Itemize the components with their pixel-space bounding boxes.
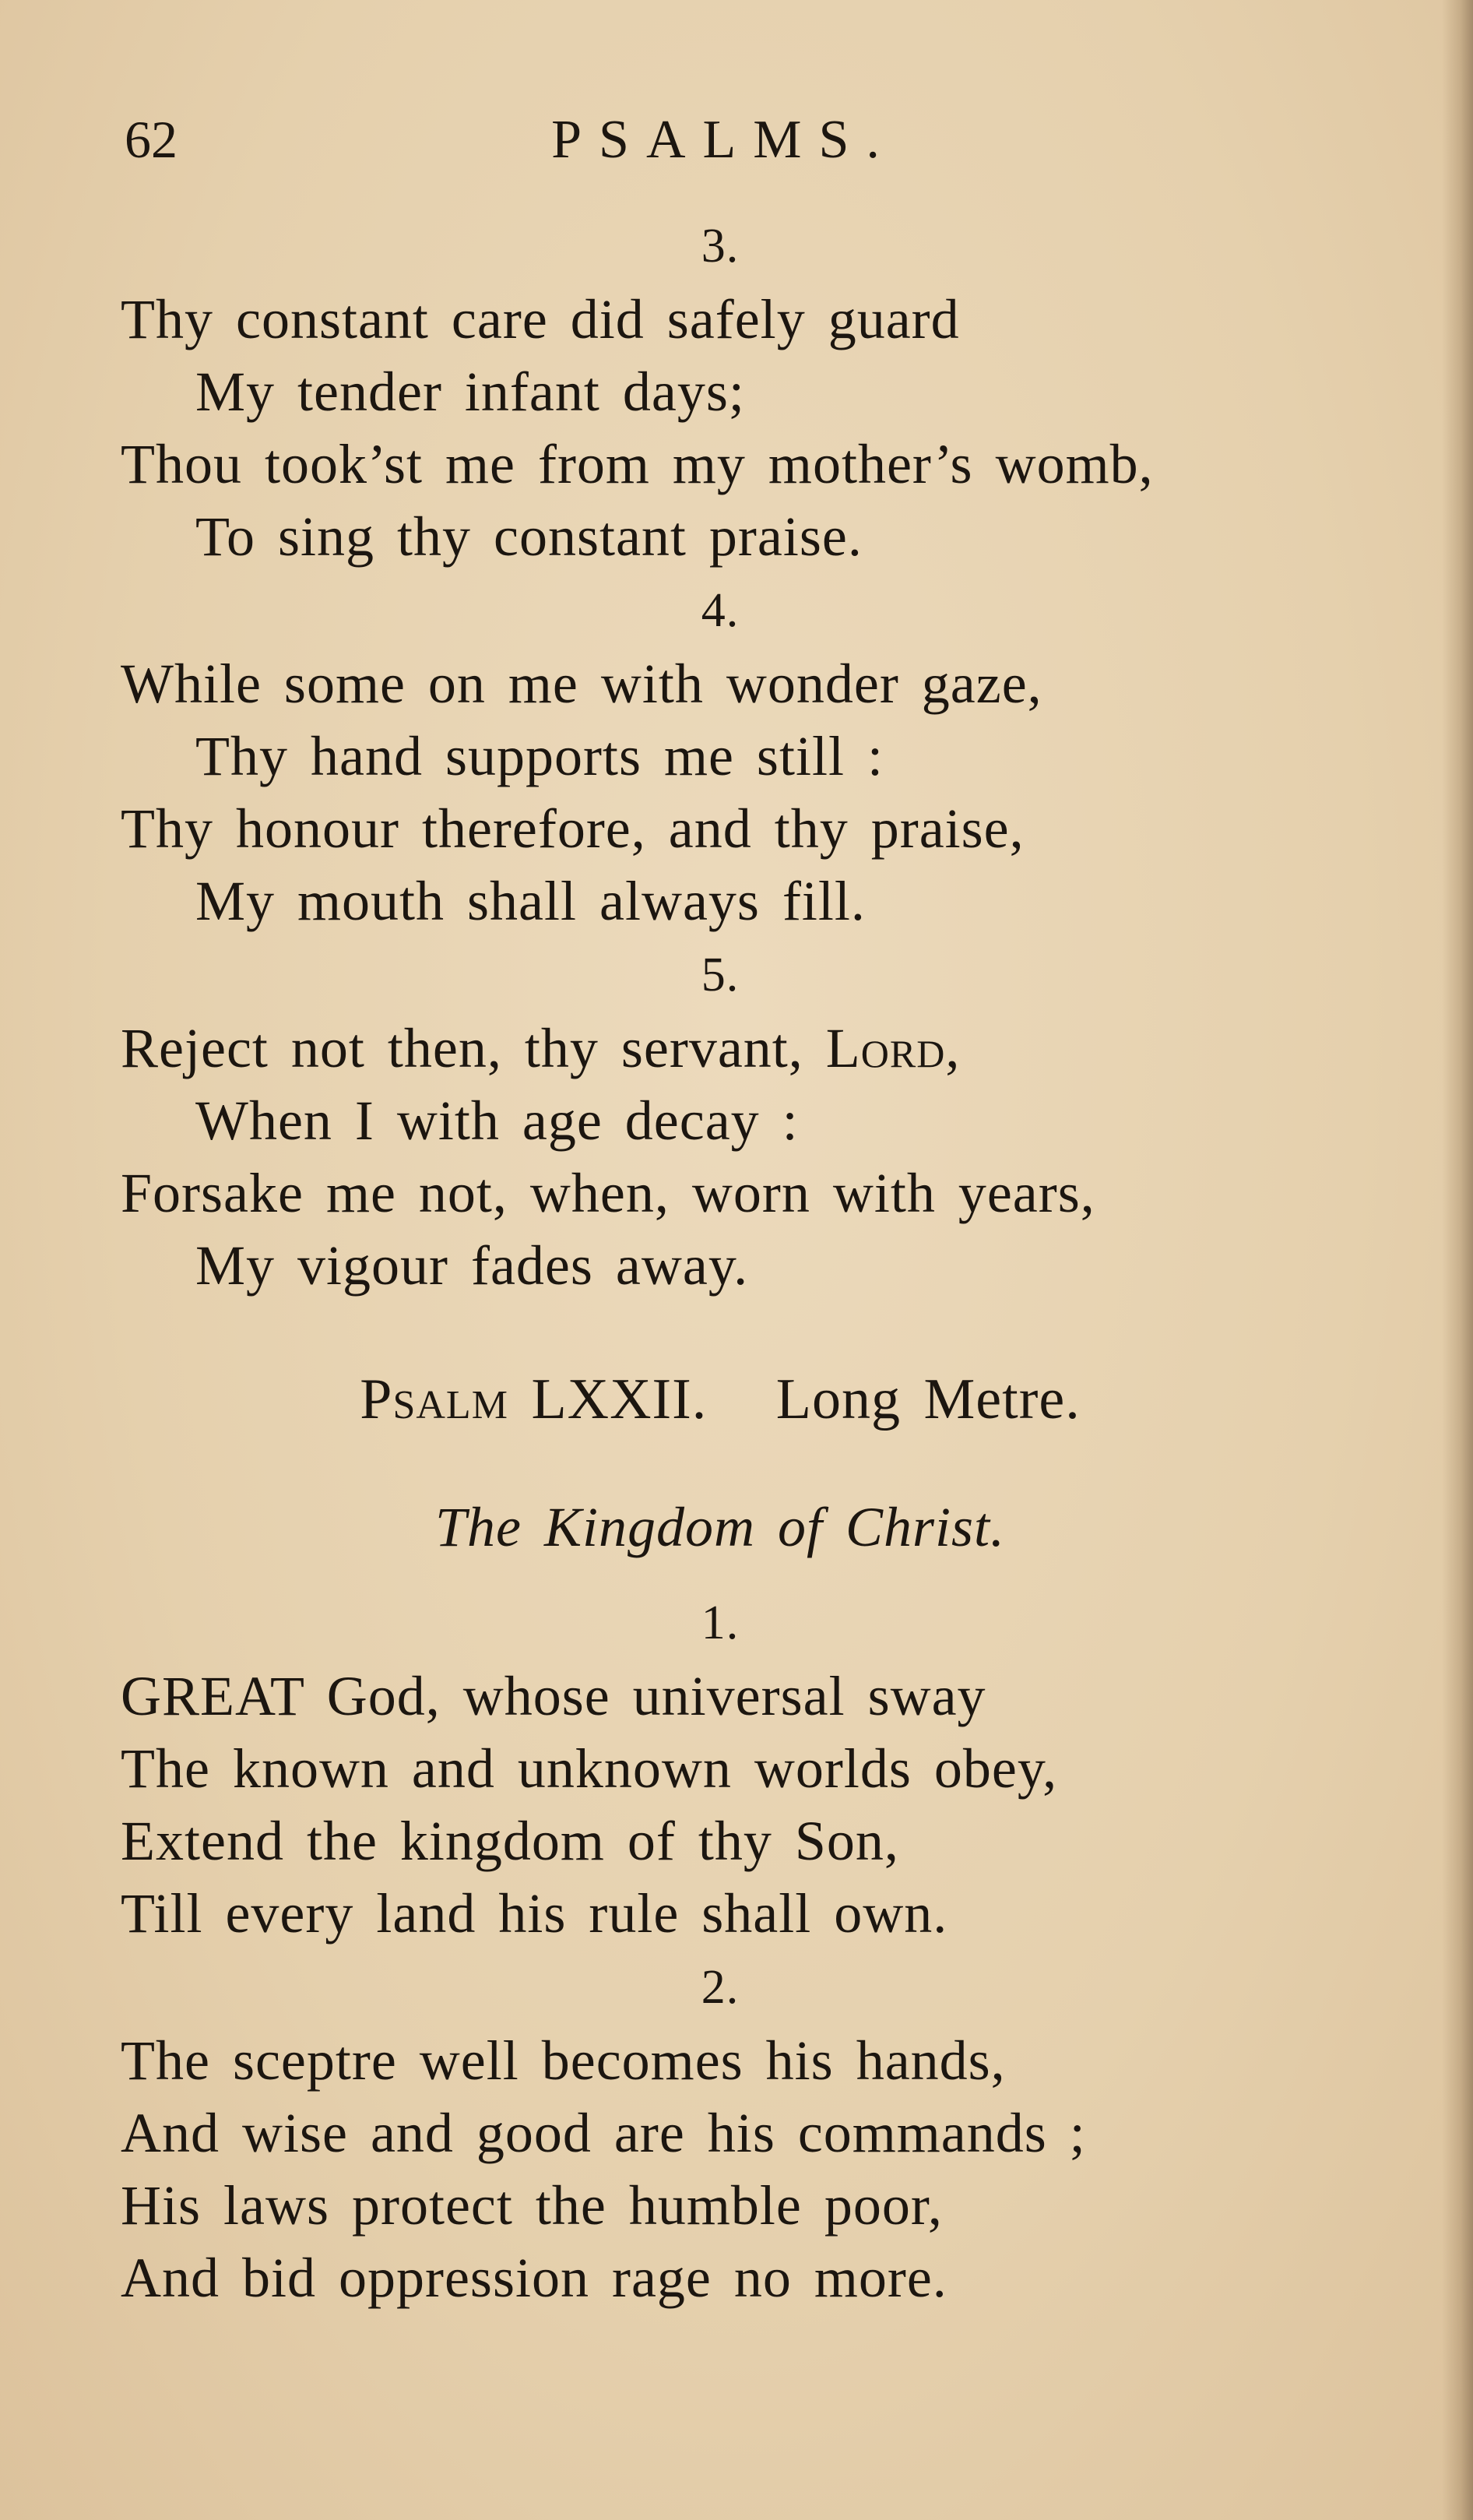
verse-line: Thy constant care did safely guard xyxy=(121,288,960,350)
page-gutter-shadow xyxy=(1442,0,1473,2520)
verse-line: While some on me with wonder gaze, xyxy=(121,653,1042,715)
verse-line: Extend the kingdom of thy Son, xyxy=(121,1810,899,1872)
psalm-title xyxy=(121,1357,1320,1442)
stanza-number: 5. xyxy=(701,949,740,1001)
page-text xyxy=(121,209,1405,2314)
verse-punctuation: , xyxy=(945,1017,961,1079)
verse-line: And bid oppression rage no more. xyxy=(121,2247,947,2309)
verse-line: My tender infant days; xyxy=(195,361,745,423)
verse-line: Thy hand supports me still : xyxy=(195,725,884,787)
verse-line: GREAT God, whose universal sway xyxy=(121,1665,986,1727)
psalm-word: Psalm xyxy=(360,1367,508,1431)
verse-text: Reject not then, thy servant, xyxy=(121,1017,826,1079)
verse-line: Forsake me not, when, worn with years, xyxy=(121,1162,1095,1224)
psalm-subtitle: The Kingdom of Christ. xyxy=(434,1496,1006,1558)
verse-line: Thy honour therefore, and thy praise, xyxy=(121,797,1025,860)
verse-line: Till every land his rule shall own. xyxy=(121,1882,948,1945)
stanza-number: 4. xyxy=(701,584,740,637)
verse-line xyxy=(121,1012,1405,1085)
spacer xyxy=(121,1570,1405,1586)
page-header xyxy=(125,109,1324,179)
psalm-number-metre: LXXII. Long Metre. xyxy=(508,1367,1081,1431)
verse-line: My mouth shall always fill. xyxy=(195,870,866,932)
verse-line: And wise and good are his commands ; xyxy=(121,2102,1086,2164)
lord-small-caps: Lord xyxy=(825,1017,946,1079)
verse-line: My vigour fades away. xyxy=(195,1234,749,1297)
running-head: PSALMS. xyxy=(551,110,897,170)
verse-line: To sing thy constant praise. xyxy=(195,505,863,568)
stanza-number: 2. xyxy=(701,1961,740,2014)
verse-line: Thou took’st me from my mother’s womb, xyxy=(121,433,1154,495)
verse-line: His laws protect the humble poor, xyxy=(121,2174,943,2237)
verse-line: The sceptre well becomes his hands, xyxy=(121,2029,1006,2092)
verse-line: When I with age decay : xyxy=(195,1089,799,1152)
stanza-number: 1. xyxy=(701,1596,740,1649)
page-number: 62 xyxy=(125,110,178,169)
verse-line: The known and unknown worlds obey, xyxy=(121,1737,1058,1800)
stanza-number: 3. xyxy=(701,220,740,273)
